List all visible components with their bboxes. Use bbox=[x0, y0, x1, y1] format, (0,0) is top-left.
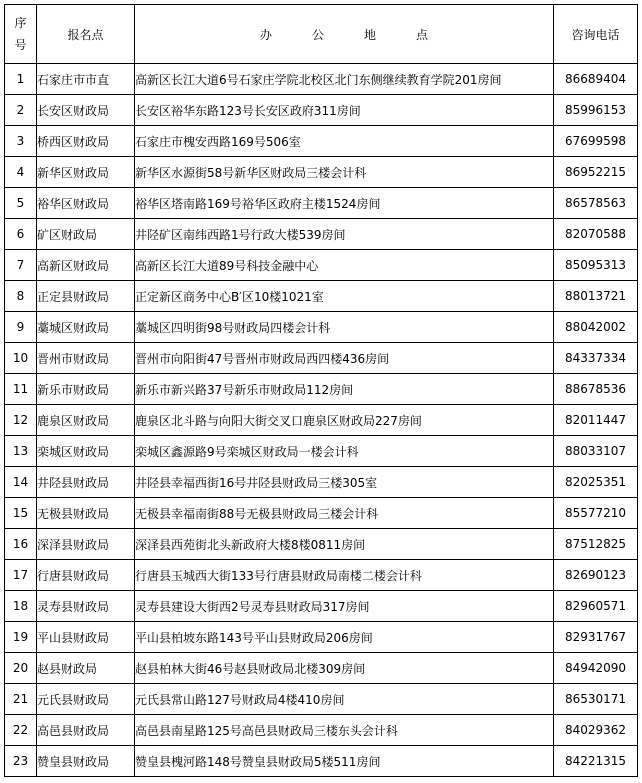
row-seq: 21 bbox=[5, 684, 37, 715]
row-site: 长安区财政局 bbox=[37, 95, 135, 126]
table-row bbox=[5, 436, 638, 467]
row-phone: 84029362 bbox=[554, 715, 638, 746]
row-phone: 88013721 bbox=[554, 281, 638, 312]
row-seq: 2 bbox=[5, 95, 37, 126]
row-seq: 1 bbox=[5, 64, 37, 95]
table-row bbox=[5, 343, 638, 374]
row-phone: 85996153 bbox=[554, 95, 638, 126]
table-row bbox=[5, 374, 638, 405]
table-row bbox=[5, 405, 638, 436]
row-phone: 85577210 bbox=[554, 498, 638, 529]
row-address: 赵县柏林大街46号赵县财政局北楼309房间 bbox=[135, 653, 554, 684]
row-address: 裕华区塔南路169号裕华区政府主楼1524房间 bbox=[135, 188, 554, 219]
row-seq: 10 bbox=[5, 343, 37, 374]
table-header-row bbox=[5, 5, 638, 64]
row-site: 灵寿县财政局 bbox=[37, 591, 135, 622]
table-row bbox=[5, 64, 638, 95]
table-row bbox=[5, 281, 638, 312]
row-seq: 17 bbox=[5, 560, 37, 591]
row-phone: 88042002 bbox=[554, 312, 638, 343]
row-address: 正定新区商务中心B′区10楼1021室 bbox=[135, 281, 554, 312]
row-site: 井陉县财政局 bbox=[37, 467, 135, 498]
row-phone: 84221315 bbox=[554, 746, 638, 777]
row-phone: 82011447 bbox=[554, 405, 638, 436]
table-row bbox=[5, 188, 638, 219]
row-address: 井陉县幸福西街16号井陉县财政局三楼305室 bbox=[135, 467, 554, 498]
row-address: 新华区水源街58号新华区财政局三楼会计科 bbox=[135, 157, 554, 188]
table-row bbox=[5, 126, 638, 157]
row-phone: 87512825 bbox=[554, 529, 638, 560]
header-seq-line2: 号 bbox=[14, 38, 27, 52]
row-phone: 88033107 bbox=[554, 436, 638, 467]
row-seq: 8 bbox=[5, 281, 37, 312]
row-address: 石家庄市槐安西路169号506室 bbox=[135, 126, 554, 157]
row-phone: 84942090 bbox=[554, 653, 638, 684]
row-address: 藁城区四明街98号财政局四楼会计科 bbox=[135, 312, 554, 343]
row-seq: 6 bbox=[5, 219, 37, 250]
row-seq: 19 bbox=[5, 622, 37, 653]
row-phone: 86952215 bbox=[554, 157, 638, 188]
row-site: 新华区财政局 bbox=[37, 157, 135, 188]
row-address: 元氏县常山路127号财政局4楼410房间 bbox=[135, 684, 554, 715]
row-seq: 15 bbox=[5, 498, 37, 529]
row-site: 行唐县财政局 bbox=[37, 560, 135, 591]
table-body bbox=[5, 64, 638, 777]
row-phone: 86689404 bbox=[554, 64, 638, 95]
row-seq: 14 bbox=[5, 467, 37, 498]
row-seq: 13 bbox=[5, 436, 37, 467]
header-address-char: 点 bbox=[416, 27, 429, 42]
row-address: 平山县柏坡东路143号平山县财政局206房间 bbox=[135, 622, 554, 653]
row-address: 赞皇县槐河路148号赞皇县财政局5楼511房间 bbox=[135, 746, 554, 777]
header-address-char: 公 bbox=[311, 27, 324, 42]
row-site: 桥西区财政局 bbox=[37, 126, 135, 157]
table-row bbox=[5, 467, 638, 498]
table-row bbox=[5, 95, 638, 126]
table-row bbox=[5, 219, 638, 250]
header-site: 报名点 bbox=[37, 5, 135, 64]
row-seq: 4 bbox=[5, 157, 37, 188]
row-address: 深泽县西苑街北头新政府大楼8楼0811房间 bbox=[135, 529, 554, 560]
row-site: 深泽县财政局 bbox=[37, 529, 135, 560]
table-row bbox=[5, 684, 638, 715]
row-seq: 9 bbox=[5, 312, 37, 343]
row-seq: 5 bbox=[5, 188, 37, 219]
row-site: 元氏县财政局 bbox=[37, 684, 135, 715]
row-phone: 82025351 bbox=[554, 467, 638, 498]
row-site: 高邑县财政局 bbox=[37, 715, 135, 746]
header-address bbox=[135, 5, 554, 64]
row-address: 晋州市向阳街47号晋州市财政局西四楼436房间 bbox=[135, 343, 554, 374]
row-seq: 7 bbox=[5, 250, 37, 281]
row-site: 无极县财政局 bbox=[37, 498, 135, 529]
row-site: 晋州市财政局 bbox=[37, 343, 135, 374]
table-row bbox=[5, 622, 638, 653]
row-site: 赵县财政局 bbox=[37, 653, 135, 684]
row-site: 藁城区财政局 bbox=[37, 312, 135, 343]
row-site: 矿区财政局 bbox=[37, 219, 135, 250]
row-site: 栾城区财政局 bbox=[37, 436, 135, 467]
row-address: 高新区长江大道89号科技金融中心 bbox=[135, 250, 554, 281]
row-address: 井陉矿区南纬西路1号行政大楼539房间 bbox=[135, 219, 554, 250]
row-site: 鹿泉区财政局 bbox=[37, 405, 135, 436]
header-phone: 咨询电话 bbox=[554, 5, 638, 64]
header-address-char: 办 bbox=[259, 27, 272, 42]
row-phone: 82931767 bbox=[554, 622, 638, 653]
row-seq: 20 bbox=[5, 653, 37, 684]
table-row bbox=[5, 498, 638, 529]
table-row bbox=[5, 312, 638, 343]
header-seq bbox=[5, 5, 37, 64]
row-phone: 82690123 bbox=[554, 560, 638, 591]
row-phone: 88678536 bbox=[554, 374, 638, 405]
row-site: 新乐市财政局 bbox=[37, 374, 135, 405]
row-seq: 18 bbox=[5, 591, 37, 622]
row-address: 灵寿县建设大街西2号灵寿县财政局317房间 bbox=[135, 591, 554, 622]
row-seq: 12 bbox=[5, 405, 37, 436]
row-phone: 67699598 bbox=[554, 126, 638, 157]
table-row bbox=[5, 746, 638, 777]
row-phone: 84337334 bbox=[554, 343, 638, 374]
row-phone: 82960571 bbox=[554, 591, 638, 622]
row-phone: 86530171 bbox=[554, 684, 638, 715]
row-site: 裕华区财政局 bbox=[37, 188, 135, 219]
row-seq: 3 bbox=[5, 126, 37, 157]
row-phone: 86578563 bbox=[554, 188, 638, 219]
row-address: 鹿泉区北斗路与向阳大街交叉口鹿泉区财政局227房间 bbox=[135, 405, 554, 436]
row-address: 栾城区鑫源路9号栾城区财政局一楼会计科 bbox=[135, 436, 554, 467]
registration-sites-table bbox=[4, 4, 638, 777]
table-row bbox=[5, 529, 638, 560]
table-row bbox=[5, 560, 638, 591]
row-address: 行唐县玉城西大街133号行唐县财政局南楼二楼会计科 bbox=[135, 560, 554, 591]
table-row bbox=[5, 250, 638, 281]
row-address: 无极县幸福南街88号无极县财政局三楼会计科 bbox=[135, 498, 554, 529]
row-site: 石家庄市市直 bbox=[37, 64, 135, 95]
row-phone: 82070588 bbox=[554, 219, 638, 250]
table-row bbox=[5, 157, 638, 188]
row-site: 高新区财政局 bbox=[37, 250, 135, 281]
row-site: 赞皇县财政局 bbox=[37, 746, 135, 777]
row-address: 高邑县南星路125号高邑县财政局三楼东头会计科 bbox=[135, 715, 554, 746]
table-row bbox=[5, 653, 638, 684]
row-site: 平山县财政局 bbox=[37, 622, 135, 653]
row-seq: 23 bbox=[5, 746, 37, 777]
header-seq-line1: 序 bbox=[14, 16, 27, 30]
row-phone: 85095313 bbox=[554, 250, 638, 281]
row-address: 高新区长江大道6号石家庄学院北校区北门东侧继续教育学院201房间 bbox=[135, 64, 554, 95]
table-row bbox=[5, 715, 638, 746]
row-site: 正定县财政局 bbox=[37, 281, 135, 312]
table-row bbox=[5, 591, 638, 622]
row-seq: 11 bbox=[5, 374, 37, 405]
row-address: 长安区裕华东路123号长安区政府311房间 bbox=[135, 95, 554, 126]
row-seq: 16 bbox=[5, 529, 37, 560]
row-seq: 22 bbox=[5, 715, 37, 746]
row-address: 新乐市新兴路37号新乐市财政局112房间 bbox=[135, 374, 554, 405]
header-address-char: 地 bbox=[364, 27, 377, 42]
